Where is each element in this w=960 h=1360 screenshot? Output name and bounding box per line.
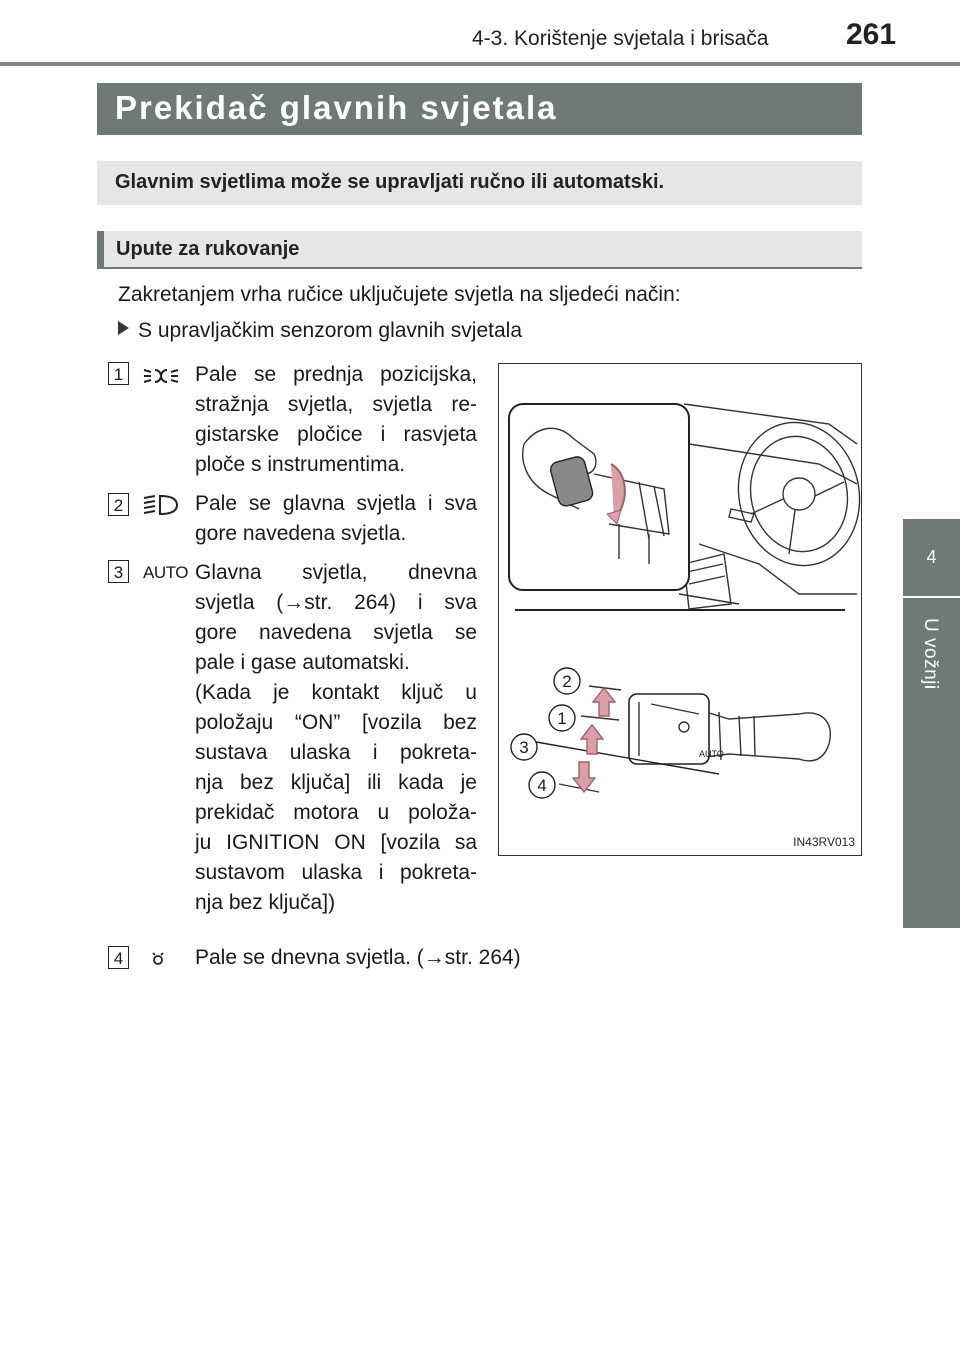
- auto-switch-label: AUTO: [699, 749, 724, 759]
- item-line: sustava ulaska i pokreta-: [195, 741, 477, 764]
- item-line: ploče s instrumentima.: [195, 453, 406, 476]
- item-line: položaju “ON” [vozila bez: [195, 711, 477, 734]
- item-3-text: [195, 558, 477, 918]
- item-line: nja bez ključa] ili kada je: [195, 771, 477, 794]
- bullet-item: [118, 319, 522, 343]
- item-line: Pale se prednja pozicijska,: [195, 363, 477, 386]
- item-line: prekidač motora u položa-: [195, 801, 477, 824]
- auto-icon: AUTO: [143, 563, 188, 582]
- callout-1: 1: [557, 709, 567, 728]
- item-number: 1: [108, 362, 129, 385]
- callout-2: 2: [562, 672, 572, 691]
- item-line: stražnja svjetla, svjetla re-: [195, 393, 477, 416]
- item-line: sustavom ulaska i pokreta-: [195, 861, 477, 884]
- summary-box: [97, 161, 862, 205]
- title-bar: [97, 83, 862, 135]
- headlight-icon: [143, 494, 179, 516]
- intro-text: Zakretanjem vrha ručice uključujete svjetla na sljedeći način:: [118, 283, 681, 306]
- callout-4: 4: [537, 776, 547, 795]
- chapter-tab-label: U vožnji: [920, 618, 941, 690]
- header-section-title: 4-3. Korištenje svjetala i brisača: [472, 27, 769, 50]
- item-line: pale i gase automatski.: [195, 651, 410, 674]
- triangle-bullet-icon: [118, 321, 129, 335]
- item-4-text: [195, 943, 615, 973]
- item-line: gore navedena svjetla se: [195, 621, 477, 644]
- item-line: (Kada je kontakt ključ u: [195, 681, 477, 704]
- subheading-bar: [97, 231, 862, 269]
- item-line: Glavna svjetla, dnevna: [195, 561, 477, 584]
- item-line: nja bez ključa]): [195, 891, 336, 914]
- page-number: 261: [846, 18, 897, 51]
- item-line: gore navedena svjetla.: [195, 522, 407, 545]
- item-number: 2: [108, 493, 129, 516]
- bullet-text: S upravljačkim senzorom glavnih svjetala: [138, 319, 522, 342]
- item-number: 3: [108, 560, 129, 583]
- item-line: Pale se glavna svjetla i sva: [195, 492, 477, 515]
- summary-text: Glavnim svjetlima može se upravljati ručno ili automatski.: [115, 171, 665, 193]
- item-line: gistarske pločice i rasvjeta: [195, 423, 477, 446]
- header-rule: [0, 62, 960, 66]
- parking-lights-icon: [143, 366, 179, 386]
- item-1-text: [195, 360, 477, 480]
- page-title: Prekidač glavnih svjetala: [115, 89, 558, 126]
- item-line: ju IGNITION ON [vozila sa: [195, 831, 477, 854]
- callout-3: 3: [519, 738, 529, 757]
- item-line: Pale se dnevna svjetla. (→str. 264): [195, 946, 521, 969]
- subheading: Upute za rukovanje: [116, 238, 300, 260]
- drl-icon: [150, 950, 166, 966]
- figure-illustration: [498, 363, 862, 856]
- headlight-switch-illustration: [499, 364, 861, 855]
- figure-code: IN43RV013: [793, 835, 855, 849]
- chapter-tab-number: 4: [903, 519, 960, 596]
- item-line: svjetla (→str. 264) i sva: [195, 591, 477, 614]
- item-2-text: [195, 489, 477, 549]
- item-number: 4: [108, 946, 129, 969]
- chapter-tab: [903, 598, 960, 928]
